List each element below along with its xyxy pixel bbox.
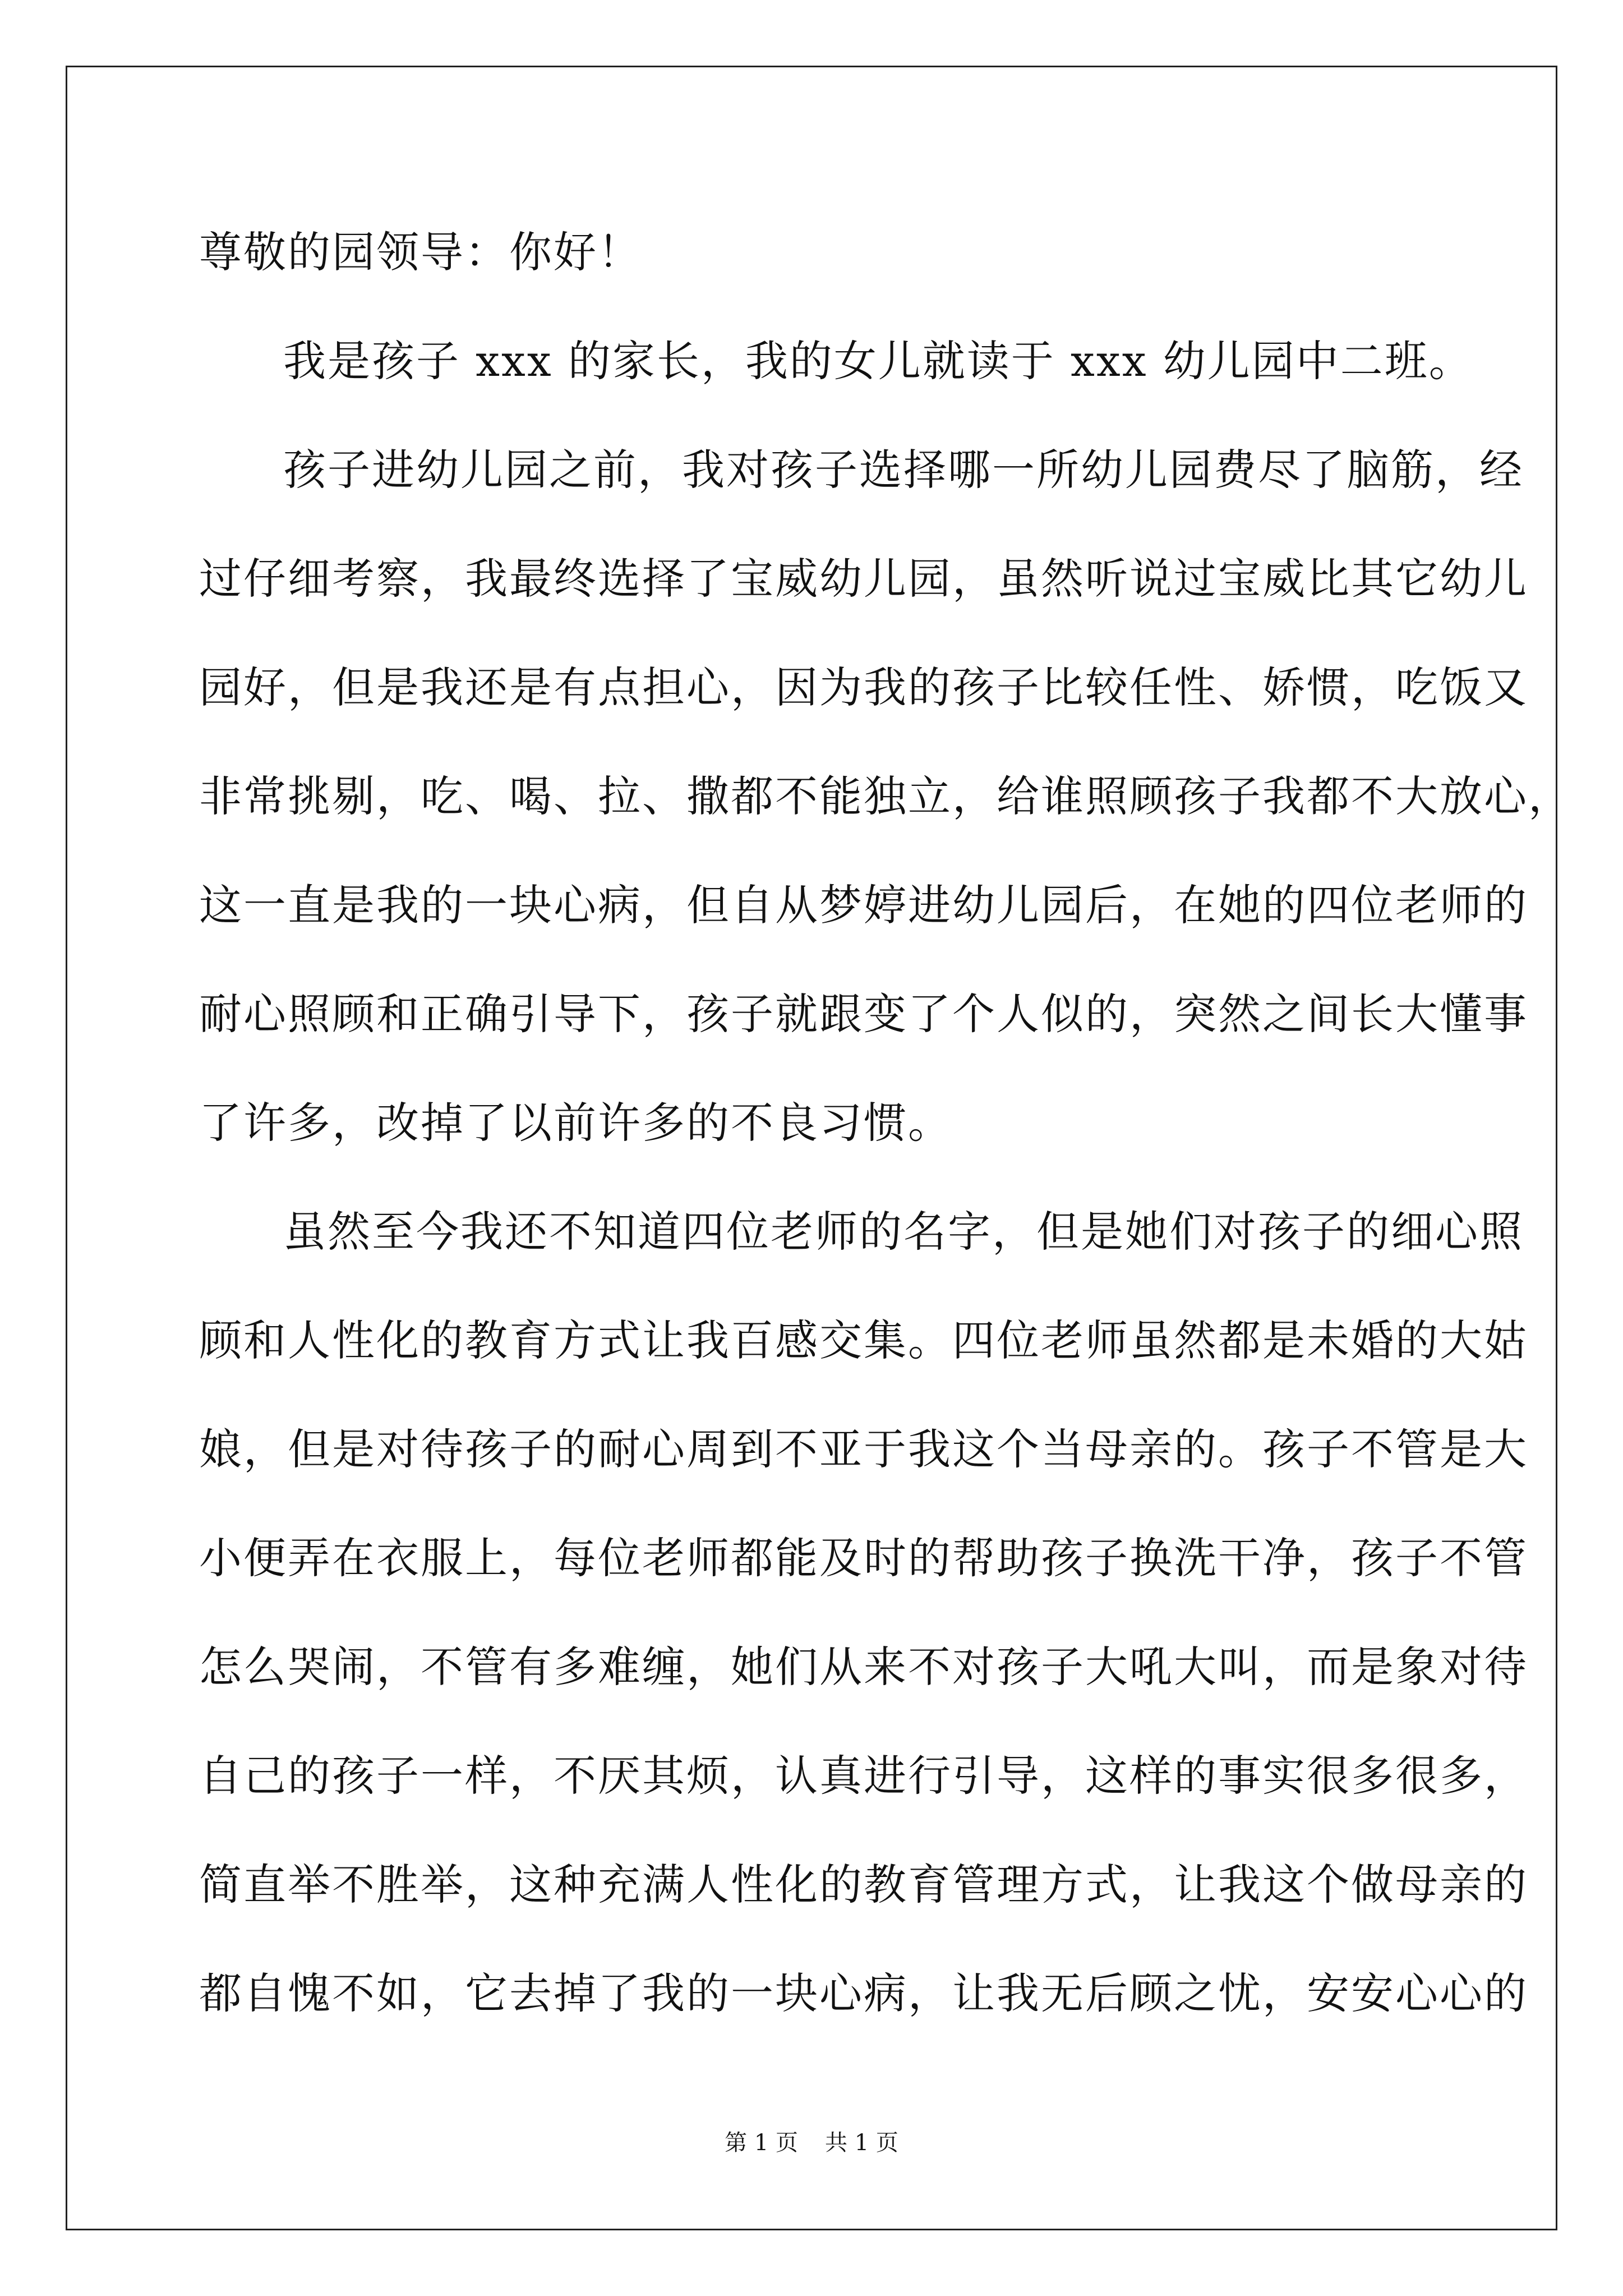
- total-pages: 共 1 页: [825, 2130, 898, 2156]
- page-footer: [0, 2126, 1623, 2160]
- paragraph-line: 自己的孩子一样，不厌其烦，认真进行引导，这样的事实很多很多，: [199, 1751, 1528, 1801]
- paragraph-line: 小便弄在衣服上，每位老师都能及时的帮助孩子换洗干净，孩子不管: [199, 1533, 1528, 1583]
- paragraph-line: 简直举不胜举，这种充满人性化的教育管理方式，让我这个做母亲的: [199, 1860, 1528, 1910]
- paragraph-line: 耐心照顾和正确引导下，孩子就跟变了个人似的，突然之间长大懂事: [199, 989, 1528, 1039]
- paragraph-line: 虽然至今我还不知道四位老师的名字，但是她们对孩子的细心照: [283, 1207, 1524, 1257]
- paragraph-line: 非常挑剔，吃、喝、拉、撒都不能独立，给谁照顾孩子我都不大放心，: [199, 771, 1573, 821]
- paragraph-line: 园好，但是我还是有点担心，因为我的孩子比较任性、娇惯，吃饭又: [199, 662, 1528, 712]
- paragraph-line: 都自愧不如，它去掉了我的一块心病，让我无后顾之忧，安安心心的: [199, 1968, 1528, 2018]
- letter-body: [199, 219, 1573, 2069]
- paragraph-line: 怎么哭闹，不管有多难缠，她们从来不对孩子大吼大叫，而是象对待: [199, 1642, 1528, 1692]
- paragraph-line: 我是孩子 xxx 的家长，我的女儿就读于 xxx 幼儿园中二班。: [283, 336, 1473, 386]
- paragraph-line: 这一直是我的一块心病，但自从梦婷进幼儿园后，在她的四位老师的: [199, 880, 1528, 930]
- paragraph-line: 孩子进幼儿园之前，我对孩子选择哪一所幼儿园费尽了脑筋，经: [283, 445, 1524, 495]
- salutation: 尊敬的园领导：你好！: [199, 227, 642, 277]
- paragraph-line: 了许多，改掉了以前许多的不良习惯。: [199, 1098, 952, 1148]
- paragraph-line: 过仔细考察，我最终选择了宝威幼儿园，虽然听说过宝威比其它幼儿: [199, 554, 1528, 604]
- page-number: 第 1 页: [725, 2130, 798, 2156]
- paragraph-line: 顾和人性化的教育方式让我百感交集。四位老师虽然都是未婚的大姑: [199, 1315, 1528, 1365]
- paragraph-line: 娘，但是对待孩子的耐心周到不亚于我这个当母亲的。孩子不管是大: [199, 1424, 1528, 1474]
